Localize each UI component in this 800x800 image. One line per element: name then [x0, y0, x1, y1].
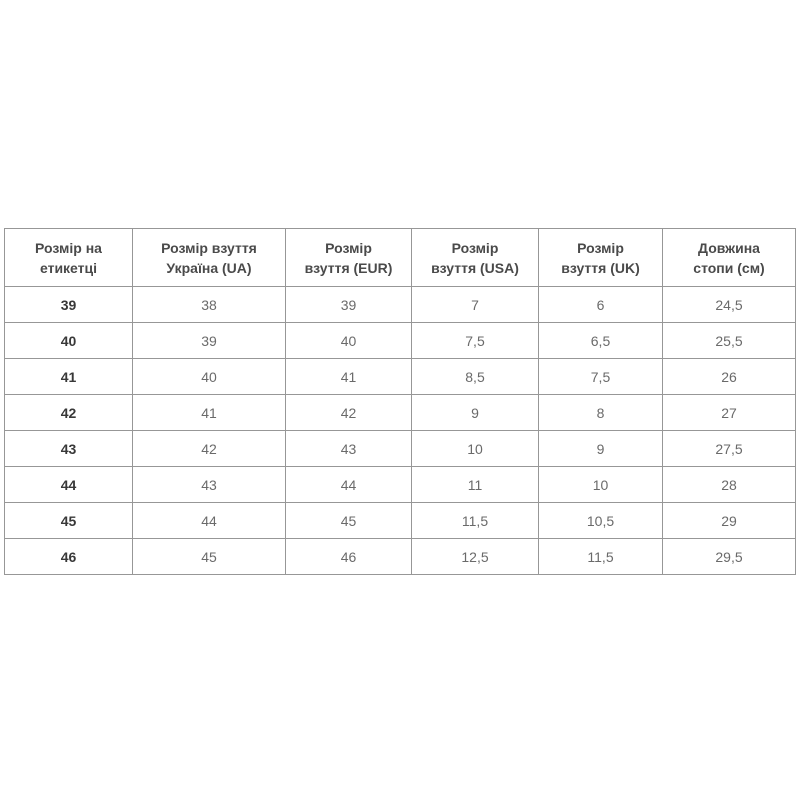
table-cell: 43 — [286, 431, 412, 467]
header-text: Розмір на — [35, 239, 102, 256]
table-row — [5, 323, 796, 359]
table-cell: 11,5 — [412, 503, 539, 539]
table-cell: 29 — [663, 503, 796, 539]
table-cell: 41 — [133, 395, 286, 431]
table-cell: 28 — [663, 467, 796, 503]
table-cell: 10 — [539, 467, 663, 503]
table-row — [5, 431, 796, 467]
header-text: Довжина — [698, 239, 760, 256]
table-cell: 6,5 — [539, 323, 663, 359]
header-cell-foot-length — [663, 229, 796, 287]
table-cell: 27,5 — [663, 431, 796, 467]
table-row — [5, 395, 796, 431]
table-row — [5, 359, 796, 395]
table-cell: 42 — [133, 431, 286, 467]
header-text: етикетці — [39, 259, 98, 276]
size-label-cell: 42 — [5, 395, 133, 431]
header-text: Розмір — [325, 239, 372, 256]
header-cell-eur-size — [286, 229, 412, 287]
table-cell: 39 — [286, 287, 412, 323]
table-cell: 8 — [539, 395, 663, 431]
table-cell: 40 — [286, 323, 412, 359]
header-text: взуття (USA) — [431, 259, 519, 276]
table-cell: 45 — [133, 539, 286, 575]
table-row — [5, 287, 796, 323]
table-cell: 43 — [133, 467, 286, 503]
header-text: Розмір — [577, 239, 624, 256]
table-row — [5, 503, 796, 539]
table-row — [5, 467, 796, 503]
table-cell: 44 — [133, 503, 286, 539]
size-label-cell: 40 — [5, 323, 133, 359]
table-cell: 10,5 — [539, 503, 663, 539]
header-cell-uk-size — [539, 229, 663, 287]
size-label-cell: 39 — [5, 287, 133, 323]
table-cell: 6 — [539, 287, 663, 323]
header-text: Розмір взуття — [161, 239, 257, 256]
header-cell-usa-size — [412, 229, 539, 287]
table-cell: 24,5 — [663, 287, 796, 323]
table-cell: 44 — [286, 467, 412, 503]
table-cell: 8,5 — [412, 359, 539, 395]
table-cell: 7 — [412, 287, 539, 323]
size-label-cell: 43 — [5, 431, 133, 467]
header-text: взуття (EUR) — [304, 259, 393, 276]
table-cell: 42 — [286, 395, 412, 431]
size-label-cell: 45 — [5, 503, 133, 539]
header-row — [5, 229, 796, 287]
table-cell: 10 — [412, 431, 539, 467]
table-cell: 11,5 — [539, 539, 663, 575]
size-label-cell: 44 — [5, 467, 133, 503]
header-text: Розмір — [451, 239, 499, 256]
table-cell: 25,5 — [663, 323, 796, 359]
table-cell: 41 — [286, 359, 412, 395]
header-cell-label-size — [5, 229, 133, 287]
table-cell: 12,5 — [412, 539, 539, 575]
table-cell: 46 — [286, 539, 412, 575]
table-cell: 27 — [663, 395, 796, 431]
table-cell: 11 — [412, 467, 539, 503]
shoe-size-conversion-table — [4, 228, 796, 575]
size-label-cell: 41 — [5, 359, 133, 395]
table-cell: 9 — [539, 431, 663, 467]
table-cell: 40 — [133, 359, 286, 395]
table-cell: 29,5 — [663, 539, 796, 575]
table-row — [5, 539, 796, 575]
table-cell: 26 — [663, 359, 796, 395]
table-cell: 39 — [133, 323, 286, 359]
header-cell-ua-size — [133, 229, 286, 287]
table-cell: 9 — [412, 395, 539, 431]
size-label-cell: 46 — [5, 539, 133, 575]
header-text: Україна (UA) — [166, 259, 252, 276]
table-cell: 38 — [133, 287, 286, 323]
table-cell: 7,5 — [539, 359, 663, 395]
header-text: стопи (см) — [693, 259, 765, 276]
header-text: взуття (UK) — [561, 259, 640, 276]
table-cell: 7,5 — [412, 323, 539, 359]
table-cell: 45 — [286, 503, 412, 539]
